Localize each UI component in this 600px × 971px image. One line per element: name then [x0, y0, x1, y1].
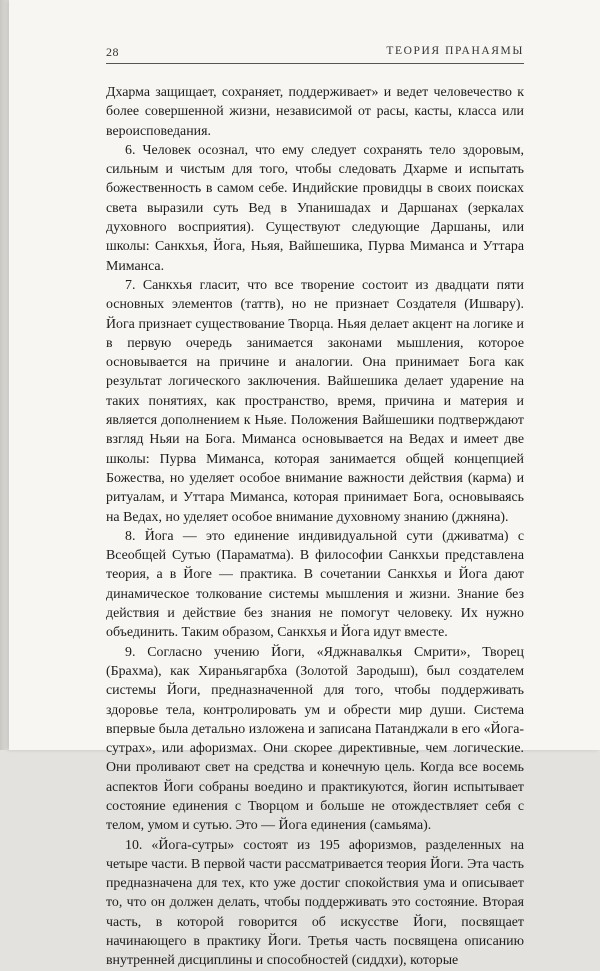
running-title: ТЕОРИЯ ПРАНАЯМЫ [386, 45, 524, 57]
paragraph-8: 8. Йога — это единение индивидуальной сути (дживатма) с Всеобщей Сутью (Параматма). В философии Санкхьи представлена теория, а в Йоге — практика. В сочетании Санкхья и Йога дают динамическое толкование системы мышления и жизни. Знание без действия и действие без знания не помогут человеку. Их нужно объединить. Таким образом, Санкхья и Йога идут вместе. [106, 528, 524, 641]
page-number: 28 [106, 45, 119, 59]
book-spine-shadow [0, 0, 9, 750]
paragraph-7: 7. Санкхья гласит, что все творение состоит из двадцати пяти основных элементов (таттв), но не признает Создателя (Ишвару). Йога признает существование Творца. Ньяя делает акцент на логике и в первую очередь занимается законами мышления, которое основывается на причине и аналогии. Она принимает Бога как результат логического заключения. Вайшешика делает ударение на таких понятиях, как пространство, время, причина и материя и является дополнением к Ньяе. Положения Вайшешики подтверждают взгляд Ньяи на Бога. Миманса основывается на Ведах и имеет две школы: Пурва Миманса, которая занимается общей концепцией Божества, но уделяет особое внимание важности действия (карма) и ритуалам, и Уттара Миманса, которая принимает Бога, основываясь на Ведах, но уделяет особое внимание духовному знанию (джняна). [106, 277, 524, 525]
paragraph-10: 10. «Йога-сутры» состоят из 195 афоризмов, разделенных на четыре части. В первой части рассматривается теория Йоги. Эта часть предназначена для тех, кто уже достиг спокойствия ума и описывает то, что он должен делать, чтобы поддерживать это состояние. Вторая часть, в которой говорится об искусстве Йоги, посвящает начинающего в практику Йоги. Третья часть посвящена описанию внутренней дисциплины и способностей (сиддхи), которые [106, 837, 524, 969]
header-rule [106, 63, 524, 64]
paragraph-6: 6. Человек осознал, что ему следует сохранять тело здоровым, сильным и чистым для того, чтобы следовать Дхарме и испытать божественность в самом себе. Индийские провидцы в своих поисках света выразили суть Вед в Упанишадах и Даршанах (зеркалах духовного восприятия). Существуют следующие Даршаны, или школы: Санкхья, Йога, Ньяя, Вайшешика, Пурва Миманса и Уттара Миманса. [106, 142, 524, 274]
paragraph-9: 9. Согласно учению Йоги, «Яджнавалкья Смрити», Творец (Брахма), как Хираньягарбха (Золотой Зародыш), был создателем системы Йоги, предназначенной для того, чтобы поддерживать здоровье тела, контролировать ум и обрести мир души. Система впервые была детально изложена и записана Патанджали в его «Йога-сутрах», или афоризмах. Они скорее директивные, чем логические. Они проливают свет на средства и конечную цель. Когда все восемь аспектов Йоги собраны воедино и практикуются, йогин испытывает состояние единения с Творцом и больше не отождествляет себя с телом, умом и сутью. Это — Йога единения (самьяма). [106, 644, 524, 834]
body-text [106, 83, 524, 971]
paragraph-continuation: Дхарма защищает, сохраняет, поддерживает» и ведет человечество к более совершенной жизни, независимой от расы, касты, класса или вероисповедания. [106, 85, 524, 139]
page-header [106, 45, 524, 61]
